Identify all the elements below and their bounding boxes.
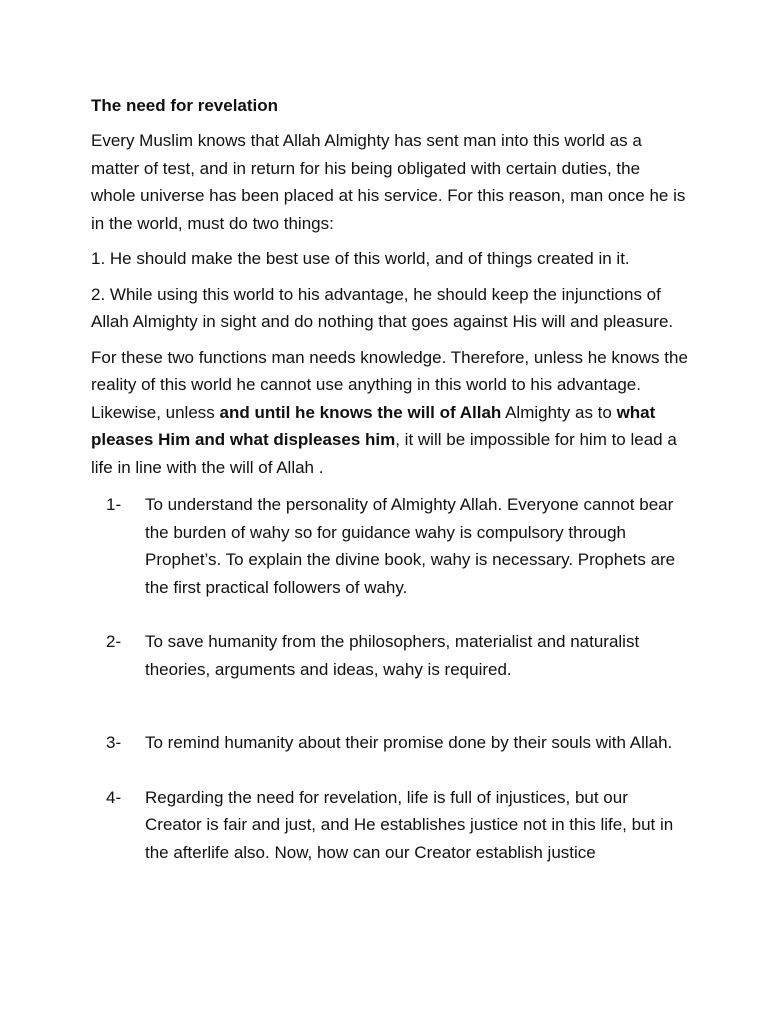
list-item-text: Regarding the need for revelation, life is full of injustices, but our Creator is fair and just, and He establishes justice not in this life, but in the afterlife also. Now, how can our Creator establish justice xyxy=(145,787,674,862)
knowledge-bold-will: and until he knows the will of Allah xyxy=(219,402,502,422)
list-item-text: To understand the personality of Almighty Allah. Everyone cannot bear the burden of wahy so for guidance wahy is compulsory through Prophet’s. To explain the divine book, wahy is necessary. Prophets are the first practical followers of wahy. xyxy=(145,495,676,597)
point-two-paragraph: 2. While using this world to his advantage, he should keep the injunctions of Allah Almighty in sight and do nothing that goes against His will and pleasure. xyxy=(91,284,674,331)
intro-paragraph: Every Muslim knows that Allah Almighty has sent man into this world as a matter of test, and in return for his being obligated with certain duties, the whole universe has been placed at his service. For this reason, man once he is in the world, must do two things: xyxy=(91,131,686,233)
list-item xyxy=(106,729,688,757)
list-item xyxy=(106,491,688,601)
list-item xyxy=(106,628,688,683)
knowledge-text-part1: For these two functions man needs knowledge. Therefore, unless he knows the reality of this world he cannot use anything in this world to his advantage. Likewise, unless xyxy=(91,347,688,422)
knowledge-bold-pleases: what pleases Him and what displeases him xyxy=(91,402,656,449)
list-item-number: 2- xyxy=(106,632,122,651)
point-one-paragraph: 1. He should make the best use of this world, and of things created in it. xyxy=(91,249,630,268)
reasons-list xyxy=(91,491,688,866)
list-item xyxy=(106,784,688,867)
list-item-number: 1- xyxy=(106,495,122,514)
list-item-number: 4- xyxy=(106,787,122,807)
knowledge-paragraph xyxy=(91,344,688,482)
list-item-text: To save humanity from the philosophers, materialist and naturalist theories, arguments and ideas, wahy is required. xyxy=(145,632,640,679)
knowledge-text-part2: Almighty as to xyxy=(501,402,617,422)
document-title: The need for revelation xyxy=(91,96,279,115)
list-item-number: 3- xyxy=(106,733,122,752)
list-item-text: To remind humanity about their promise done by their souls with Allah. xyxy=(145,733,673,752)
knowledge-text-part3: , it will be impossible for him to lead a life in line with the will of Allah . xyxy=(91,430,677,477)
